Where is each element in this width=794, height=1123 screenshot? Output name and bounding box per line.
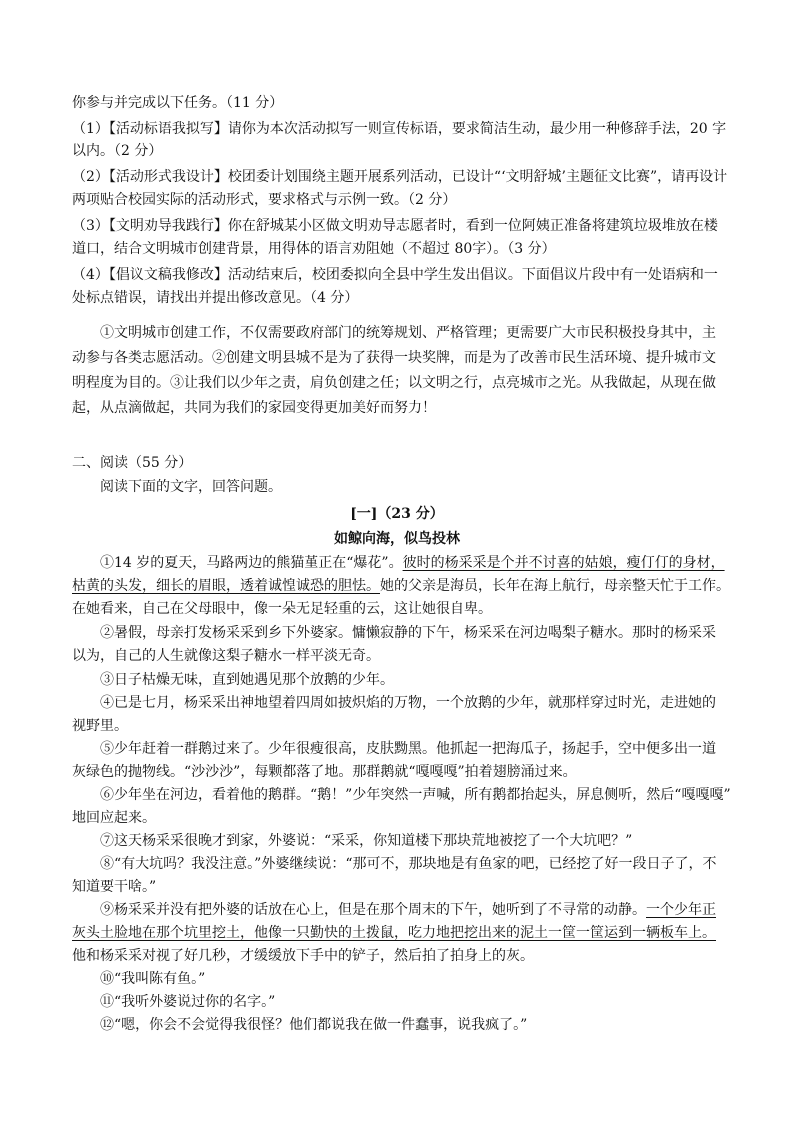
proposal-line1: ①文明城市创建工作，不仅需要政府部门的统筹规划、严格管理；更需要广大市民积极投身其中，主 — [100, 325, 716, 341]
task-q1-line2: 以内。（2 分） — [72, 143, 163, 159]
story-para-2-line2: 以为，自己的人生就像这梨子糖水一样平淡无奇。 — [72, 648, 380, 664]
story-para-1-line2 — [72, 575, 730, 597]
task-q1-line1: （1）【活动标语我拟写】请你为本次活动拟写一则宣传标语，要求简洁生动，最少用一种修辞手法，20 字 — [72, 121, 727, 137]
underlined-text: 彼时的杨采采是个并不讨喜的姑娘，瘦仃仃的身材， — [402, 555, 725, 571]
story-text: 她的父亲是海员，长年在海上航行，母亲整天忙于工作。 — [380, 578, 730, 594]
proposal-line2: 动参与各类志愿活动。②创建文明县城不是为了获得一块奖牌，而是为了改善市民生活环境、提升城市文 — [72, 350, 716, 366]
story-para-9-line2 — [72, 922, 716, 944]
task-q4-line2: 处标点错误，请找出并提出修改意见。（4 分） — [72, 290, 359, 306]
underlined-text: 枯黄的头发，细长的眉眼，透着诚惶诚恐的胆怯。 — [72, 578, 380, 594]
story-para-9-line1 — [100, 899, 716, 921]
story-para-12: ⑫“嗯，你会不会觉得我很怪？他们都说我在做一件蠢事，说我疯了。” — [100, 1017, 528, 1033]
story-title: 如鲸向海，似鸟投林 — [334, 531, 460, 547]
story-para-8-line1: ⑧“有大坑吗？我没注意。”外婆继续说：“那可不，那块地是有鱼家的吧，已经挖了好一段日子了，不 — [100, 856, 717, 872]
underlined-text: 灰头土脸地在那个坑里挖土，他像一只勤快的土拨鼠，吃力地把挖出来的泥土一筐一筐运到一辆板车上。 — [72, 925, 716, 941]
story-para-8-line2: 知道要干啥。” — [72, 879, 157, 895]
story-para-1-line3: 在她看来，自己在父母眼中，像一朵无足轻重的云，这让她很自卑。 — [72, 601, 492, 617]
story-para-4-line2: 视野里。 — [72, 718, 128, 734]
story-para-7: ⑦这天杨采采很晚才到家，外婆说：“采采，你知道楼下那块荒地被挖了一个大坑吧？” — [100, 833, 633, 849]
task-intro: 你参与并完成以下任务。（11 分） — [72, 95, 284, 111]
story-para-1-line1 — [100, 552, 725, 574]
story-para-3: ③日子枯燥无味，直到她遇见那个放鹅的少年。 — [100, 672, 394, 688]
story-para-6-line2: 地回应起来。 — [72, 810, 156, 826]
part-title: [一]（23 分） — [350, 506, 444, 522]
story-para-5-line2: 灰绿色的抛物线。“沙沙沙”，每颗都落了地。那群鹅就“嘎嘎嘎”拍着翅膀涌过来。 — [72, 764, 577, 780]
story-text: ⑨杨采采并没有把外婆的话放在心上，但是在那个周末的下午，她听到了不寻常的动静。 — [100, 902, 646, 918]
story-para-10: ⑩“我叫陈有鱼。” — [100, 971, 206, 987]
task-q2-line2: 两项贴合校园实际的活动形式，要求格式与示例一致。（2 分） — [72, 192, 457, 208]
story-text: ①14 岁的夏天，马路两边的熊猫堇正在“爆花”。 — [100, 555, 403, 571]
story-para-5-line1: ⑤少年赶着一群鹅过来了。少年很瘦很高，皮肤黝黑。他抓起一把海瓜子，扬起手，空中便多出一道 — [100, 741, 716, 757]
story-para-2-line1: ②暑假，母亲打发杨采采到乡下外婆家。慵懒寂静的下午，杨采采在河边喝梨子糖水。那时的杨采采 — [100, 625, 716, 641]
proposal-line4: 起，从点滴做起，共同为我们的家园变得更加美好而努力！ — [72, 400, 436, 416]
underlined-text: 一个少年正 — [646, 902, 716, 918]
task-q3-line2: 道口，结合文明城市创建背景，用得体的语言劝阻她（不超过 80字）。（3 分） — [72, 241, 556, 257]
reading-instruction: 阅读下面的文字，回答问题。 — [100, 479, 282, 495]
story-para-6-line1: ⑥少年坐在河边，看着他的鹅群。“鹅！”少年突然一声喊，所有鹅都抬起头，屏息侧听，然后“嘎嘎嘎” — [100, 787, 731, 803]
task-q3-line1: （3）【文明劝导我践行】你在舒城某小区做文明劝导志愿者时，看到一位阿姨正准备将建筑垃圾堆放在楼 — [72, 218, 718, 234]
story-para-11: ⑪“我听外婆说过你的名字。” — [100, 994, 276, 1010]
section-heading: 二、阅读（55 分） — [72, 455, 193, 471]
task-q2-line1: （2）【活动形式我设计】校团委计划围绕主题开展系列活动，已设计“‘文明舒城’主题征文比赛”，请再设计 — [72, 169, 728, 185]
story-para-4-line1: ④已是七月，杨采采出神地望着四周如披炽焰的万物，一个放鹅的少年，就那样穿过时光，走进她的 — [100, 695, 716, 711]
task-q4-line1: （4）【倡议文稿我修改】活动结束后，校团委拟向全县中学生发出倡议。下面倡议片段中有一处语病和一 — [72, 267, 718, 283]
proposal-line3: 明程度为目的。③让我们以少年之责，肩负创建之任；以文明之行，点亮城市之光。从我做起，从现在做 — [72, 375, 716, 391]
story-para-9-line3: 他和杨采采对视了好几秒，才缓缓放下手中的铲子，然后拍了拍身上的灰。 — [72, 948, 534, 964]
